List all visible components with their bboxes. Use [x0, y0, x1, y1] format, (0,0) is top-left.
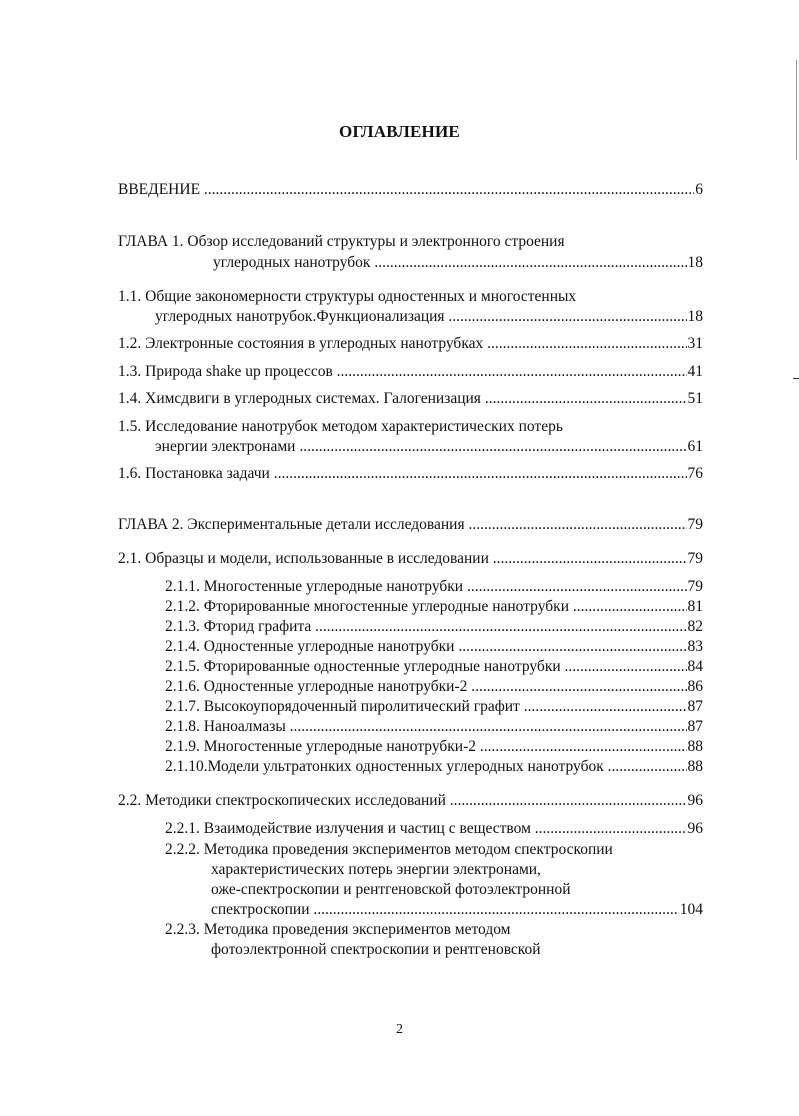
toc-page-number: 18: [687, 308, 703, 325]
toc-entry-text: энергии электронами: [155, 438, 296, 455]
toc-page-number: 31: [687, 335, 703, 352]
toc-page-number: 84: [687, 658, 703, 675]
toc-page-number: 51: [687, 390, 703, 407]
toc-entry-s2-1-4: [165, 637, 703, 657]
toc-entry-ch2: [118, 515, 703, 535]
toc-page-number: 82: [687, 618, 703, 635]
toc-entry-s1-1: [155, 307, 703, 327]
toc-entry-text: 2.1.2. Фторированные многостенные углеродные нанотрубки: [165, 598, 569, 615]
toc-entry-s1-5: [155, 437, 703, 457]
toc-page-number: 76: [687, 465, 703, 482]
toc-entry-s2-1: [118, 549, 703, 569]
toc-entry-text: 2.1.1. Многостенные углеродные нанотрубки: [165, 578, 464, 595]
toc-subsection-heading: 2.2.3. Методика проведения экспериментов методом: [165, 921, 511, 938]
toc-entry-s2-2-1: [165, 819, 703, 839]
toc-entry-text: углеродных нанотрубок.Функционализация: [155, 308, 445, 325]
toc-entry-text: спектроскопии: [211, 901, 310, 918]
toc-entry-s2-1-3: [165, 617, 703, 637]
toc-subsection-line: оже-спектроскопии и рентгеновской фотоэлектронной: [211, 881, 571, 898]
toc-page-number: 96: [687, 792, 703, 809]
toc-page-number: 18: [687, 254, 703, 271]
toc-entry-s1-3: [118, 362, 703, 382]
toc-page-number: 79: [687, 516, 703, 533]
toc-entry-s2-2: [118, 791, 703, 811]
page-number: 2: [396, 1022, 403, 1037]
toc-entry-text: 2.1.8. Наноалмазы: [165, 718, 286, 735]
toc-entry-text: 1.3. Природа shake up процессов: [118, 363, 333, 380]
toc-entry-s2-1-7: [165, 697, 703, 717]
toc-entry-text: 2.1.9. Многостенные углеродные нанотрубки-2: [165, 738, 477, 755]
toc-chapter-heading: ГЛАВА 1. Обзор исследований структуры и электронного строения: [118, 233, 565, 250]
toc-page-number: 87: [687, 718, 703, 735]
toc-entry-text: 2.2.1. Взаимодействие излучения и частиц с веществом: [165, 820, 531, 837]
toc-entry-text: 2.1.6. Одностенные углеродные нанотрубки-2: [165, 678, 468, 695]
toc-entry-text: ВВЕДЕНИЕ: [118, 181, 201, 198]
toc-entry-s2-1-8: [165, 717, 703, 737]
toc-page-number: 79: [687, 550, 703, 567]
toc-entry-text: 2.1.5. Фторированные одностенные углеродные нанотрубки: [165, 658, 561, 675]
toc-entry-s1-2: [118, 334, 703, 354]
scan-edge-mark: [793, 378, 799, 379]
toc-page-number: 88: [687, 738, 703, 755]
toc-entry-s1-6: [118, 464, 703, 484]
toc-entry-text: 1.4. Химсдвиги в углеродных системах. Галогенизация: [118, 390, 481, 407]
toc-entry-s2-1-10: [165, 757, 703, 777]
toc-entry-s2-2-2: [211, 900, 703, 920]
toc-subsection-line: характеристических потерь энергии электронами,: [211, 861, 541, 878]
toc-entry-text: 2.1.10.Модели ультратонких одностенных углеродных нанотрубок: [165, 758, 604, 775]
toc-subsection-heading: 2.2.2. Методика проведения экспериментов методом спектроскопии: [165, 841, 613, 858]
toc-entry-s2-1-5: [165, 657, 703, 677]
toc-section-heading: 1.5. Исследование нанотрубок методом характеристических потерь: [118, 418, 563, 435]
toc-page-number: 96: [687, 820, 703, 837]
toc-page-number: 79: [687, 578, 703, 595]
scan-edge-mark: [796, 60, 797, 160]
toc-entry-s1-4: [118, 389, 703, 409]
toc-entry-text: 1.2. Электронные состояния в углеродных нанотрубках: [118, 335, 484, 352]
toc-entry-text: 2.2. Методики спектроскопических исследований: [118, 792, 446, 809]
toc-subsection-line: фотоэлектронной спектроскопии и рентгеновской: [211, 941, 541, 958]
toc-page-number: 104: [679, 901, 703, 918]
toc-page-number: 83: [687, 638, 703, 655]
toc-page-number: 86: [687, 678, 703, 695]
page-title: ОГЛАВЛЕНИЕ: [339, 122, 460, 141]
toc-entry-text: ГЛАВА 2. Экспериментальные детали исследования: [118, 516, 465, 533]
toc-entry-text: 1.6. Постановка задачи: [118, 465, 270, 482]
toc-entry-s2-1-1: [165, 577, 703, 597]
toc-entry-text: 2.1. Образцы и модели, использованные в исследовании: [118, 550, 489, 567]
toc-entry-text: 2.1.4. Одностенные углеродные нанотрубки: [165, 638, 455, 655]
toc-page-number: 87: [687, 698, 703, 715]
toc-page-number: 88: [687, 758, 703, 775]
toc-entry-ch1: [213, 253, 703, 273]
toc-entry-text: углеродных нанотрубок: [213, 254, 371, 271]
toc-entry-s2-1-6: [165, 677, 703, 697]
toc-entry-text: 2.1.3. Фторид графита: [165, 618, 312, 635]
toc-page-number: 61: [687, 438, 703, 455]
toc-entry-intro: [118, 180, 703, 200]
toc-entry-s2-1-2: [165, 597, 703, 617]
toc-page-number: 81: [687, 598, 703, 615]
toc-entry-text: 2.1.7. Высокоупорядоченный пиролитический графит: [165, 698, 520, 715]
toc-page-number: 6: [695, 181, 703, 198]
toc-section-heading: 1.1. Общие закономерности структуры одностенных и многостенных: [118, 288, 577, 305]
toc-entry-s2-1-9: [165, 737, 703, 757]
toc-page-number: 41: [687, 363, 703, 380]
